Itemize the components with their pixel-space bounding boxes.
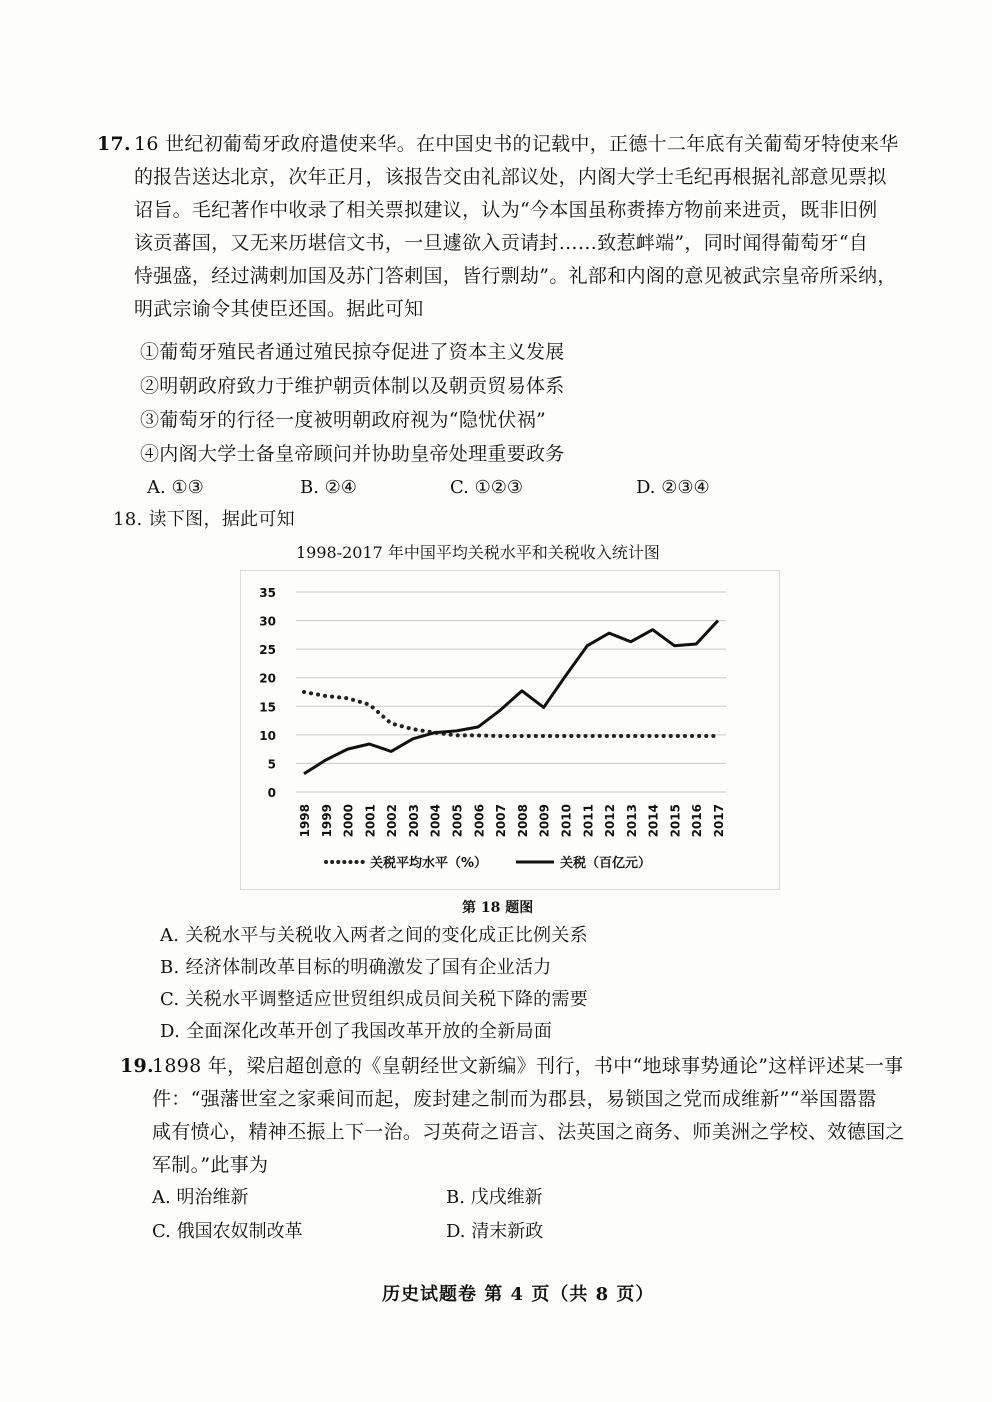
q19-stem-line: 件：“强藩世室之家乘间而起，废封建之制而为郡县，易锁国之党而成维新”“举国嚣嚣 bbox=[152, 1088, 877, 1110]
q18-stem: 18. 读下图，据此可知 bbox=[113, 509, 295, 530]
q17-statement: ④内阁大学士备皇帝顾问并协助皇帝处理重要政务 bbox=[140, 443, 565, 465]
x-tick-label: 2013 bbox=[624, 804, 639, 838]
x-tick-label: 2006 bbox=[472, 804, 487, 838]
y-tick-label: 15 bbox=[259, 700, 276, 715]
legend-label: 关税平均水平（%） bbox=[370, 856, 488, 871]
chart-title: 1998-2017 年中国平均关税水平和关税收入统计图 bbox=[296, 543, 660, 562]
q17-stem-line: 该贡蕃国，又无来历堪信文书，一旦遽欲入贡请封……致惹衅端”，同时闻得葡萄牙“自 bbox=[134, 232, 869, 254]
q17-option-c: C. ①②③ bbox=[450, 477, 523, 498]
q17-statement: ③葡萄牙的行径一度被明朝政府视为“隐忧伏祸” bbox=[140, 409, 547, 431]
q18-option-a: A. 关税水平与关税收入两者之间的变化成正比例关系 bbox=[160, 925, 588, 946]
q19-number: 19. bbox=[120, 1055, 154, 1077]
x-tick-label: 2014 bbox=[646, 804, 661, 838]
y-tick-label: 5 bbox=[267, 757, 276, 772]
q17-statement: ①葡萄牙殖民者通过殖民掠夺促进了资本主义发展 bbox=[140, 341, 565, 363]
x-tick-label: 2005 bbox=[450, 804, 465, 838]
q17-number: 17. bbox=[97, 133, 131, 155]
q19-option-b: B. 戊戌维新 bbox=[446, 1187, 543, 1208]
y-tick-label: 35 bbox=[259, 586, 276, 600]
x-tick-label: 2003 bbox=[406, 804, 421, 838]
q17-option-b: B. ②④ bbox=[300, 477, 357, 498]
q17-stem-line: 的报告送达北京，次年正月，该报告交由礼部议处，内阁大学士毛纪再根据礼部意见票拟 bbox=[134, 166, 887, 188]
tariff-chart bbox=[240, 570, 780, 890]
y-tick-label: 30 bbox=[259, 614, 276, 629]
x-tick-label: 1998 bbox=[298, 804, 312, 838]
q17-stem-line: 诏旨。毛纪著作中收录了相关票拟建议，认为“今本国虽称赉捧方物前来进贡，既非旧例 bbox=[134, 199, 878, 221]
x-tick-label: 2016 bbox=[690, 804, 705, 838]
q19-stem-line: 军制。”此事为 bbox=[152, 1154, 269, 1176]
x-tick-label: 2017 bbox=[712, 804, 726, 838]
q17-stem-line: 明武宗谕令其使臣还国。据此可知 bbox=[134, 298, 424, 320]
y-tick-label: 20 bbox=[259, 671, 276, 686]
x-tick-label: 2000 bbox=[341, 804, 356, 838]
q19-option-a: A. 明治维新 bbox=[152, 1187, 249, 1208]
q17-stem-line: 恃强盛，经过满剌加国及苏门答剌国，皆行剽劫”。礼部和内阁的意见被武宗皇帝所采纳， bbox=[134, 265, 897, 287]
q18-option-b: B. 经济体制改革目标的明确激发了国有企业活力 bbox=[160, 957, 552, 978]
y-tick-label: 0 bbox=[267, 786, 276, 800]
x-tick-label: 1999 bbox=[319, 804, 334, 838]
q17-option-d: D. ②③④ bbox=[636, 477, 710, 498]
q19-option-c: C. 俄国农奴制改革 bbox=[152, 1221, 303, 1242]
q19-option-d: D. 清末新政 bbox=[446, 1221, 544, 1242]
y-tick-label: 25 bbox=[259, 643, 276, 658]
x-tick-label: 2009 bbox=[537, 804, 552, 838]
x-tick-label: 2012 bbox=[603, 804, 618, 838]
x-tick-label: 2011 bbox=[581, 804, 596, 838]
x-tick-label: 2007 bbox=[494, 804, 509, 838]
page-footer: 历史试题卷 第 4 页（共 8 页） bbox=[382, 1284, 655, 1305]
q19-stem-line: 咸有愤心，精神丕振上下一治。习英荷之语言、法英国之商务、师美洲之学校、效德国之 bbox=[152, 1121, 905, 1143]
chart-caption: 第 18 题图 bbox=[462, 900, 534, 916]
legend-label: 关税（百亿元） bbox=[560, 856, 652, 871]
x-tick-label: 2001 bbox=[363, 804, 378, 838]
x-tick-label: 2008 bbox=[515, 804, 530, 838]
y-tick-label: 10 bbox=[259, 728, 276, 743]
q18-option-d: D. 全面深化改革开创了我国改革开放的全新局面 bbox=[160, 1021, 553, 1042]
q17-stem-line: 16 世纪初葡萄牙政府遣使来华。在中国史书的记载中，正德十二年底有关葡萄牙特使来华 bbox=[134, 133, 899, 155]
q19-stem-line: 1898 年，梁启超创意的《皇朝经世文新编》刊行，书中“地球事势通论”这样评述某一事 bbox=[152, 1055, 904, 1077]
q17-statement: ②明朝政府致力于维护朝贡体制以及朝贡贸易体系 bbox=[140, 375, 565, 397]
q18-option-c: C. 关税水平调整适应世贸组织成员间关税下降的需要 bbox=[160, 989, 589, 1010]
x-tick-label: 2010 bbox=[559, 804, 574, 838]
x-tick-label: 2004 bbox=[428, 804, 443, 838]
x-tick-label: 2015 bbox=[668, 804, 683, 838]
series-line-tariff-revenue bbox=[304, 621, 718, 774]
x-tick-label: 2002 bbox=[385, 804, 400, 838]
q17-option-a: A. ①③ bbox=[147, 477, 204, 498]
